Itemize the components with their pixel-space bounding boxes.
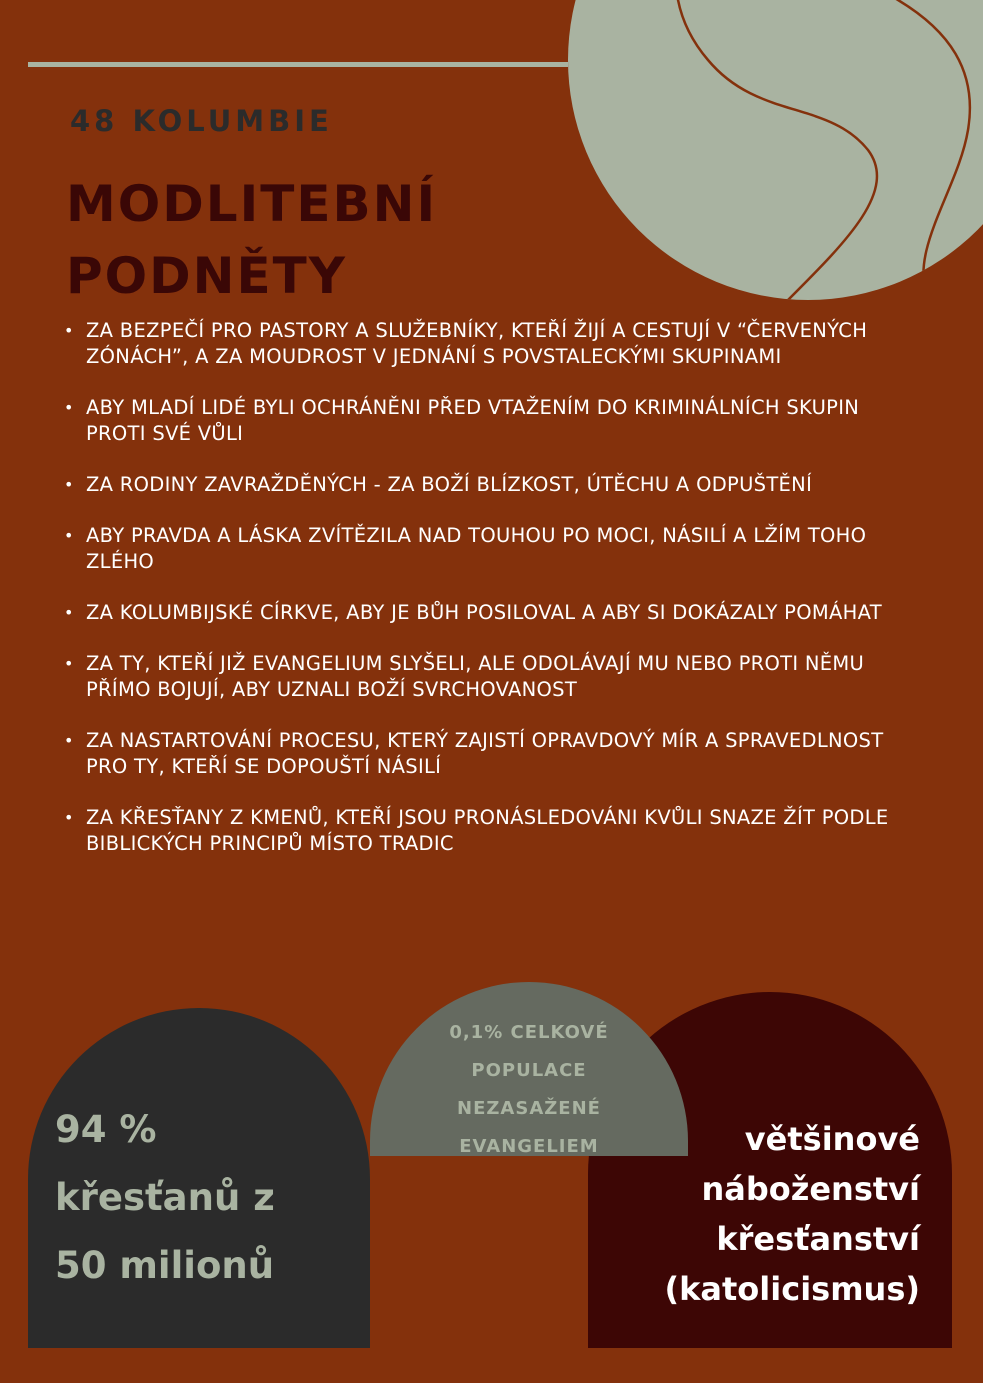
stat-line: 94 %: [55, 1108, 157, 1151]
stat-line: NEZASAŽENÉ: [457, 1098, 601, 1119]
top-divider: [28, 62, 568, 67]
stat-line: EVANGELIEM: [459, 1136, 599, 1156]
prayer-list: [62, 318, 892, 882]
prayer-item: • ABY MLADÍ LIDÉ BYLI OCHRÁNĚNI PŘED VTAŽENÍM DO KRIMINÁLNÍCH SKUPIN PROTI SVÉ VŮLI: [62, 395, 892, 447]
unreached-stat-badge: [370, 982, 688, 1156]
stat-line: křesťanů z: [55, 1176, 275, 1219]
stat-line: náboženství: [701, 1170, 920, 1208]
title-line-1: MODLITEBNÍ: [66, 175, 438, 233]
prayer-item: • ZA BEZPEČÍ PRO PASTORY A SLUŽEBNÍKY, KTEŘÍ ŽIJÍ A CESTUJÍ V “ČERVENÝCH ZÓNÁCH”, A ZA MOUDROST V JEDNÁNÍ S POVSTALECKÝMI SKUPINAMI: [62, 318, 892, 370]
religion-stat-text: [665, 1114, 921, 1314]
prayer-item: • ZA KOLUMBIJSKÉ CÍRKVE, ABY JE BŮH POSILOVAL A ABY SI DOKÁZALY POMÁHAT: [62, 600, 892, 626]
decorative-swirl-lines: [568, 0, 983, 300]
country-label: 48 KOLUMBIE: [70, 104, 333, 138]
page-title: [66, 168, 586, 312]
unreached-stat-text: [370, 1014, 688, 1156]
title-line-2: PODNĚTY: [66, 247, 347, 305]
prayer-item: • ZA RODINY ZAVRAŽDĚNÝCH - ZA BOŽÍ BLÍZKOST, ÚTĚCHU A ODPUŠTĚNÍ: [62, 472, 892, 498]
stat-line: většinové: [744, 1120, 920, 1158]
stat-line: POPULACE: [471, 1060, 587, 1081]
christians-stat-text: [55, 1096, 275, 1300]
decorative-circle: [568, 0, 983, 300]
stat-line: 50 milionů: [55, 1244, 275, 1287]
prayer-item: • ZA TY, KTEŘÍ JIŽ EVANGELIUM SLYŠELI, ALE ODOLÁVAJÍ MU NEBO PROTI NĚMU PŘÍMO BOJUJÍ, ABY UZNALI BOŽÍ SVRCHOVANOST: [62, 651, 892, 703]
stat-line: (katolicismus): [664, 1270, 920, 1308]
prayer-item: • ZA KŘESŤANY Z KMENŮ, KTEŘÍ JSOU PRONÁSLEDOVÁNI KVŮLI SNAZE ŽÍT PODLE BIBLICKÝCH PRINCIPŮ MÍSTO TRADIC: [62, 805, 892, 857]
stat-line: 0,1% CELKOVÉ: [449, 1022, 609, 1043]
prayer-item: • ZA NASTARTOVÁNÍ PROCESU, KTERÝ ZAJISTÍ OPRAVDOVÝ MÍR A SPRAVEDLNOST PRO TY, KTEŘÍ SE DOPOUŠTÍ NÁSILÍ: [62, 728, 892, 780]
prayer-item: • ABY PRAVDA A LÁSKA ZVÍTĚZILA NAD TOUHOU PO MOCI, NÁSILÍ A LŽÍM TOHO ZLÉHO: [62, 523, 892, 575]
christians-stat-badge: [28, 1008, 370, 1348]
stat-line: křesťanství: [716, 1220, 920, 1258]
